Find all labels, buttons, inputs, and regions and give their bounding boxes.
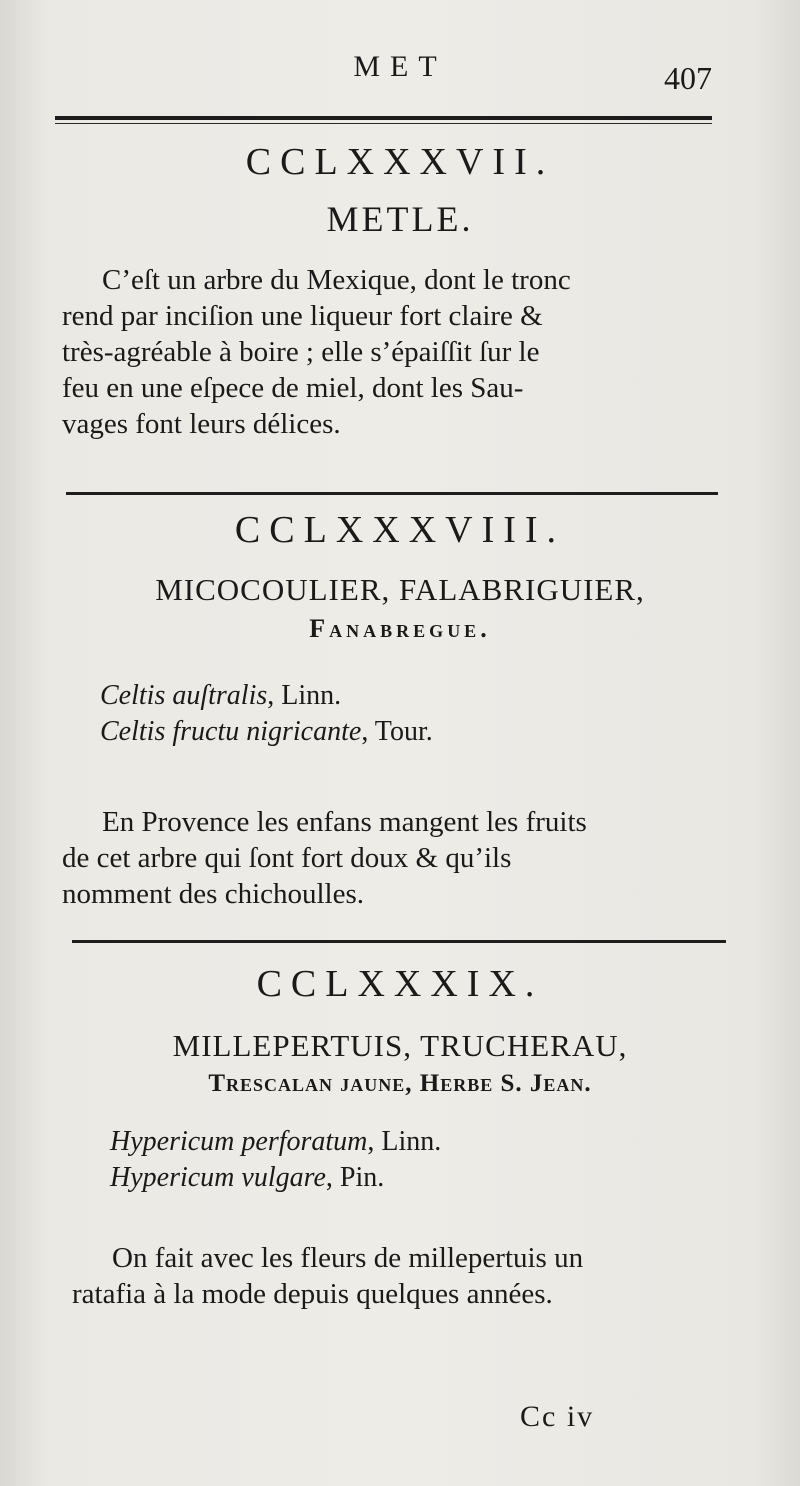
page-number: 407 (664, 60, 712, 96)
entry-text (72, 1240, 742, 1312)
entry-synonym: Trescalan jaune, Herbe S. Jean. (208, 1070, 592, 1097)
latin-authority: , Tour. (361, 716, 433, 747)
latin-name (100, 714, 433, 750)
entry-numeral: CCLXXXVII. (245, 141, 555, 183)
latin-authority: , Linn. (367, 1126, 442, 1157)
latin-genus-species: Hypericum vulgare (110, 1162, 326, 1193)
header-rule (55, 116, 712, 120)
text-line: On fait avec les fleurs de millepertuis un (112, 1242, 584, 1274)
entry-numeral: CCLXXXVIII. (234, 509, 566, 551)
latin-name (100, 678, 433, 714)
catchword: Cc iv (520, 1400, 595, 1433)
entry-text (62, 262, 732, 442)
latin-genus-species: Hypericum perforatum (110, 1126, 368, 1157)
latin-authority: , Linn. (267, 680, 342, 711)
entry-text (62, 804, 732, 912)
text-line: très-agréable à boire ; elle s’épaiſſit ſur le (62, 336, 540, 368)
entry-title: METLE. (326, 199, 474, 239)
entry-numeral: CCLXXXIX. (256, 963, 544, 1005)
latin-names (100, 678, 433, 750)
text-line: de cet arbre qui ſont fort doux & qu’ils (62, 842, 512, 874)
latin-authority: , Pin. (325, 1162, 385, 1193)
latin-name (110, 1124, 441, 1160)
text-line: vages font leurs délices. (62, 408, 341, 440)
entry-title: MICOCOULIER, FALABRIGUIER, (155, 572, 645, 607)
latin-name (110, 1160, 441, 1196)
text-line: nomment des chichoulles. (62, 878, 365, 910)
latin-genus-species: Celtis auſtralis (100, 680, 268, 711)
entry-title: MILLEPERTUIS, TRUCHERAU, (172, 1028, 628, 1063)
running-head: MET (353, 50, 447, 83)
entry-synonym: Fanabregue. (309, 614, 491, 643)
section-rule (66, 492, 718, 495)
text-line: ratafia à la mode depuis quelques années. (72, 1278, 553, 1310)
text-line: En Provence les enfans mangent les fruits (102, 806, 587, 838)
latin-genus-species: Celtis fructu nigricante (100, 716, 362, 747)
text-line: rend par inciſion une liqueur fort claire & (62, 300, 543, 332)
section-rule (72, 940, 726, 943)
text-line: feu en une eſpece de miel, dont les Sau- (62, 372, 524, 404)
text-line: C’eſt un arbre du Mexique, dont le tronc (102, 264, 571, 296)
latin-names (110, 1124, 441, 1196)
